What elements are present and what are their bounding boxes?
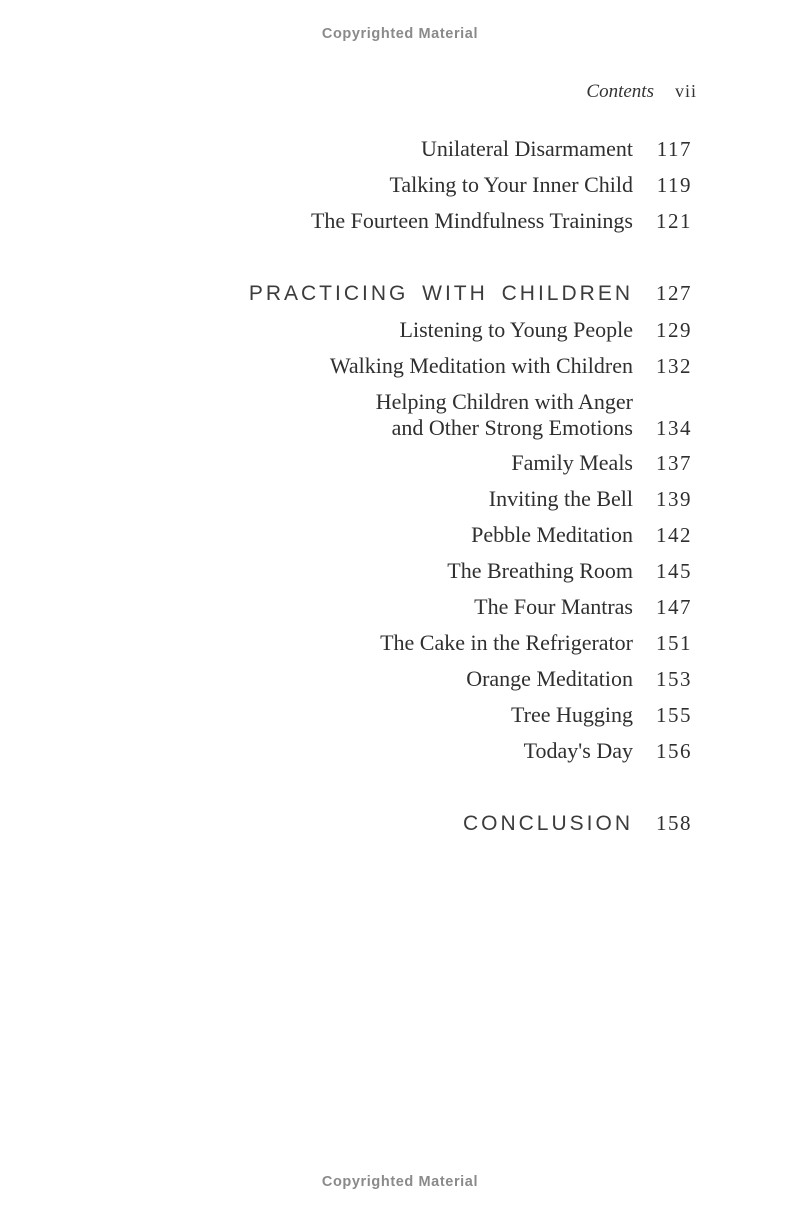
toc-entry bbox=[0, 312, 692, 348]
running-header bbox=[586, 81, 697, 103]
table-of-contents bbox=[0, 131, 692, 842]
toc-entry bbox=[0, 589, 692, 625]
toc-entry-page: 127 bbox=[656, 281, 692, 305]
copyright-notice-bottom: Copyrighted Material bbox=[321, 1174, 479, 1190]
toc-entry-page: 139 bbox=[656, 487, 692, 511]
toc-entry-page: 151 bbox=[656, 631, 692, 655]
toc-entry-title: Listening to Young People bbox=[399, 317, 633, 342]
toc-entry bbox=[0, 131, 692, 167]
toc-entry-page: 129 bbox=[656, 318, 692, 342]
toc-entry-title: Unilateral Disarmament bbox=[421, 136, 633, 161]
toc-entry-title: Tree Hugging bbox=[510, 702, 633, 727]
toc-entry-title: Family Meals bbox=[511, 450, 633, 475]
toc-entry-title: Walking Meditation with Children bbox=[329, 353, 633, 378]
toc-section-title: PRACTICING WITH CHILDREN bbox=[248, 282, 633, 305]
toc-entry bbox=[0, 445, 692, 481]
toc-entry-page: 117 bbox=[656, 137, 692, 161]
running-header-title: Contents bbox=[586, 81, 654, 102]
toc-entry-page: 142 bbox=[656, 523, 692, 547]
toc-entry bbox=[0, 481, 692, 517]
toc-entry-title: The Four Mantras bbox=[474, 594, 633, 619]
toc-entry bbox=[0, 203, 692, 239]
toc-entry-title: The Fourteen Mindfulness Trainings bbox=[310, 208, 633, 233]
toc-entry-page: 156 bbox=[656, 739, 692, 763]
toc-section-title: CONCLUSION bbox=[462, 812, 633, 835]
toc-entry bbox=[0, 625, 692, 661]
toc-entry bbox=[0, 517, 692, 553]
toc-entry bbox=[0, 167, 692, 203]
toc-entry-page: 121 bbox=[656, 209, 692, 233]
toc-entry-page: 145 bbox=[656, 559, 692, 583]
toc-entry-page: 137 bbox=[656, 451, 692, 475]
toc-section-heading bbox=[0, 275, 692, 312]
toc-entry-title: The Cake in the Refrigerator bbox=[380, 630, 633, 655]
toc-entry-title: Pebble Meditation bbox=[471, 522, 633, 547]
toc-entry-page: 158 bbox=[656, 811, 692, 835]
toc-entry bbox=[0, 661, 692, 697]
toc-entry-page: 119 bbox=[656, 173, 692, 197]
toc-entry bbox=[0, 733, 692, 769]
toc-entry-title: The Breathing Room bbox=[447, 558, 633, 583]
toc-entry-page: 132 bbox=[656, 354, 692, 378]
toc-entry-page: 134 bbox=[656, 416, 692, 440]
toc-section-heading bbox=[0, 805, 692, 842]
toc-entry-title: Inviting the Bell bbox=[488, 486, 633, 511]
toc-entry bbox=[0, 697, 692, 733]
toc-entry bbox=[0, 389, 692, 441]
toc-entry-title-line1: Helping Children with Anger bbox=[375, 389, 633, 414]
toc-entry-title-line2: and Other Strong Emotions bbox=[391, 415, 633, 440]
toc-entry bbox=[0, 348, 692, 384]
toc-entry-title-multiline bbox=[0, 389, 633, 441]
toc-entry bbox=[0, 553, 692, 589]
toc-entry-page: 153 bbox=[656, 667, 692, 691]
toc-entry-title: Today's Day bbox=[523, 738, 633, 763]
toc-entry-page: 147 bbox=[656, 595, 692, 619]
toc-entry-page: 155 bbox=[656, 703, 692, 727]
copyright-notice-top: Copyrighted Material bbox=[321, 26, 479, 42]
page-folio: vii bbox=[674, 81, 697, 101]
toc-entry-title: Orange Meditation bbox=[466, 666, 633, 691]
toc-entry-title: Talking to Your Inner Child bbox=[389, 172, 633, 197]
